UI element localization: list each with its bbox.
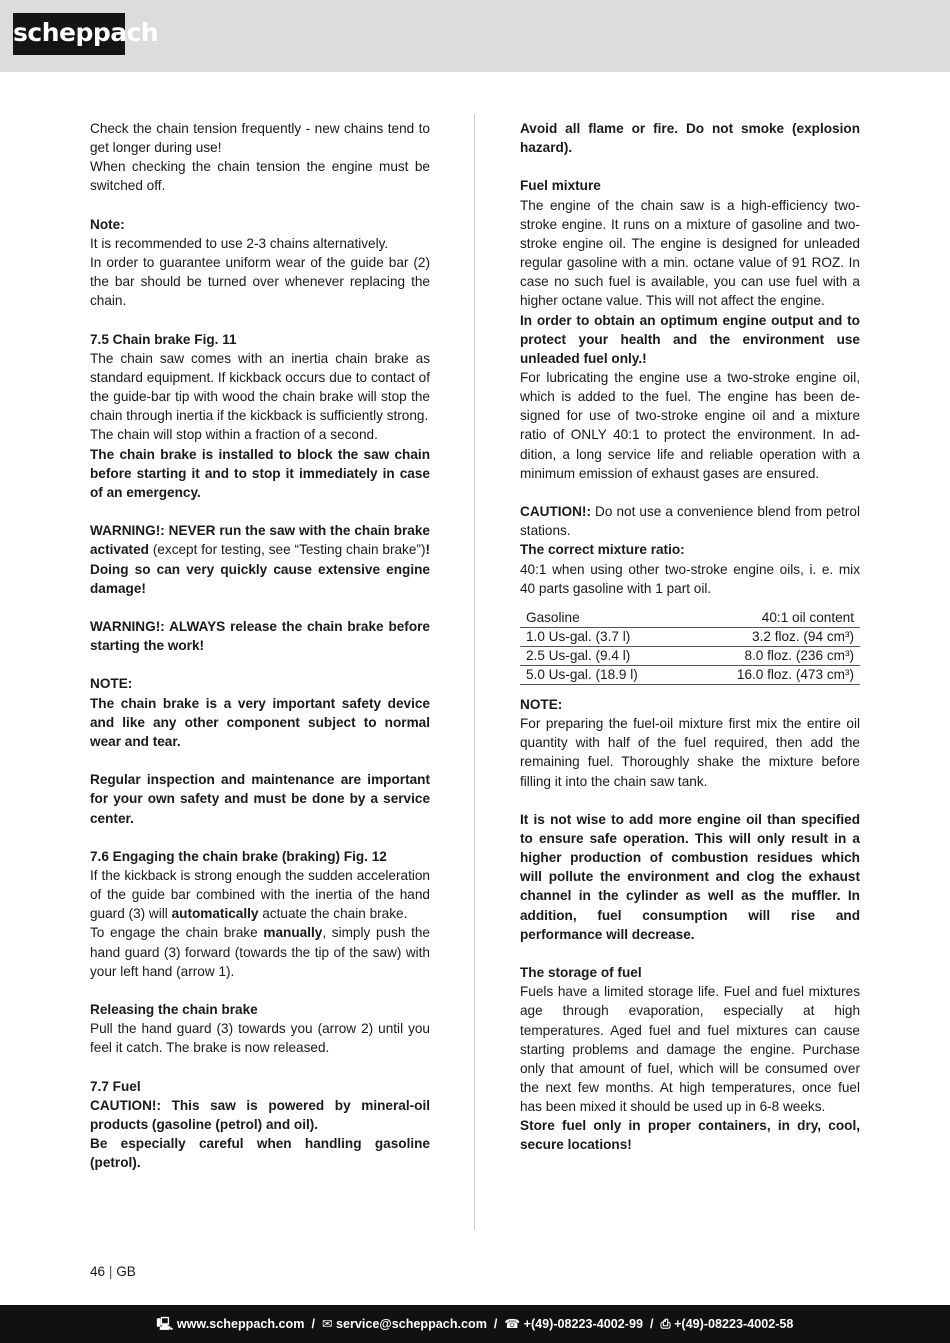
release-heading: Releasing the chain brake (90, 1002, 258, 1018)
caution-text: Do not use a convenience blend from petrol stations. (520, 504, 860, 539)
footer-website[interactable]: www.scheppach.com (176, 1317, 305, 1331)
avoid-flame-text: Avoid all flame or fire. Do not smoke (explosion hazard). (520, 121, 860, 156)
warning-never-run-b: (except for testing, see “Testing chain brake”) (148, 542, 426, 558)
section-7-7-heading: 7.7 Fuel (90, 1078, 141, 1094)
table-header-oil: 40:1 oil content (686, 609, 860, 628)
page-language: GB (116, 1264, 136, 1279)
footer-email[interactable]: service@scheppach.com (336, 1317, 487, 1331)
section-7-6-text-2 (90, 923, 430, 980)
fuel-mixture-heading: Fuel mixture (520, 178, 601, 194)
caution-convenience-blend (520, 502, 860, 540)
chain-tension-engine-off: When checking the chain tension the engine must be switched off. (90, 159, 430, 194)
email-icon: ✉︎ (321, 1317, 333, 1331)
fuel-mix-table (520, 609, 860, 685)
storage-text-2: Store fuel only in proper containers, in dry, cool, secure locations! (520, 1118, 860, 1153)
section-7-6-heading: 7.6 Engaging the chain brake (braking) Fig. 12 (90, 848, 387, 864)
phone-icon: ☎︎ (504, 1317, 521, 1331)
chain-tension-text: Check the chain tension frequently - new chains tend to get longer during use! (90, 121, 430, 156)
table-cell: 8.0 floz. (236 cm³) (686, 646, 860, 665)
table-cell: 3.2 floz. (94 cm³) (686, 627, 860, 646)
table-header-gasoline: Gasoline (520, 609, 686, 628)
warning-never-run-a: WARNING!: NEVER run the saw with the chain brake activated (90, 523, 430, 558)
footer-separator: / (490, 1317, 501, 1331)
section-7-7-text-2: Be especially careful when handling gasoline (petrol). (90, 1136, 430, 1171)
section-7-6-text-2-c: , simply push the hand guard (3) forward (towards the tip of the saw) with your left hand (arrow 1). (90, 925, 430, 979)
section-7-6-text-2-b: manually (263, 925, 323, 941)
storage-heading: The storage of fuel (520, 965, 642, 981)
release-text: Pull the hand guard (3) towards you (arrow 2) until you feel it catch. The brake is now released. (90, 1021, 430, 1056)
ratio-text: 40:1 when using other two-stroke engine oils, i. e. mix 40 parts gasoline with 1 part oil. (520, 561, 860, 596)
note-text-1: It is recommended to use 2-3 chains alternatively. (90, 235, 389, 251)
fuel-mixture-text-2: In order to obtain an optimum engine output and to protect your health and the environment use unleaded fuel only.! (520, 312, 860, 366)
page-header (0, 0, 950, 72)
table-cell: 1.0 Us-gal. (3.7 l) (520, 627, 686, 646)
right-column (520, 119, 860, 1155)
section-7-6-text-1-a: If the kickback is strong enough the sudden acceleration of the guide bar combined with the inertia of the hand guard (3) will (90, 867, 430, 922)
warning-never-run-c: ! Doing so can very quickly cause extensive engine damage! (90, 542, 430, 596)
footer-phone[interactable]: +(49)-08223-4002-99 (523, 1317, 643, 1331)
table-row (520, 627, 860, 646)
section-7-7-text-1: CAUTION!: This saw is powered by mineral-oil products (gasoline (petrol) and oil). (90, 1097, 430, 1132)
footer-separator: / (307, 1317, 319, 1331)
fax-icon: ⎙ (660, 1317, 671, 1331)
footer-fax: +(49)-08223-4002-58 (674, 1317, 794, 1331)
section-7-5-text-2: The chain will stop within a fraction of a second. (90, 427, 378, 443)
note2-text-1: The chain brake is a very important safety device and like any other component subject to normal wear and tear. (90, 695, 430, 749)
table-cell: 5.0 Us-gal. (18.9 l) (520, 665, 686, 684)
table-header-row (520, 609, 860, 628)
ratio-heading: The correct mixture ratio: (520, 542, 685, 558)
section-7-6-text-1 (90, 866, 430, 923)
page-number-value: 46 (90, 1264, 106, 1279)
section-7-6-text-2-a: To engage the chain brake (90, 925, 264, 941)
section-7-6-text-1-b: automatically (171, 906, 259, 922)
table-row (520, 665, 860, 684)
section-7-5-heading: 7.5 Chain brake Fig. 11 (90, 331, 237, 347)
section-7-5-text-3: The chain brake is installed to block the saw chain before starting it and to stop it immediately in case of an emergency. (90, 446, 430, 500)
table-cell: 2.5 Us-gal. (9.4 l) (520, 646, 686, 665)
note3-text: For preparing the fuel-oil mixture first mix the entire oil quantity with half of the fuel required, then add the remaining fuel. Thoroughly shake the mixture before filling it into the chain saw tank. (520, 716, 860, 789)
left-column (90, 119, 430, 1172)
warning-always-release: WARNING!: ALWAYS release the chain brake before starting the work! (90, 619, 430, 654)
column-divider (474, 114, 475, 1230)
warning-never-run (90, 521, 430, 598)
page-footer (0, 1305, 950, 1343)
note-heading: Note: (90, 216, 125, 232)
section-7-6-text-1-c: actuate the chain brake. (258, 906, 408, 922)
table-cell: 16.0 floz. (473 cm³) (686, 665, 860, 684)
page-number: 46 | GB (90, 1264, 136, 1279)
note3-heading: NOTE: (520, 696, 563, 712)
note2-text-2: Regular inspection and maintenance are important for your own safety and must be done by a service center. (90, 772, 430, 826)
fuel-mixture-text-1: The engine of the chain saw is a high-efficiency two-stroke engine. It runs on a mixture of gasoline and two-stroke engine oil. The engine is designed for unleaded regular gasoline with a min. octane value of 91 ROZ. In case no such fuel is available, you can use fuel with a higher octane value. This will not affect the engine. (520, 197, 860, 309)
caution-label: CAUTION!: (520, 504, 591, 520)
footer-separator: / (646, 1317, 657, 1331)
engine-oil-warning: It is not wise to add more engine oil than specified to ensure safe operation. This will only result in a higher production of combustion residues which will pollute the environment and clog the exhaust channel in the cylinder as well as the muffler. In addition, fuel consumption will rise and performance will decrease. (520, 811, 860, 942)
computer-icon: 🖳︎ (156, 1317, 174, 1331)
storage-text-1: Fuels have a limited storage life. Fuel and fuel mixtures age through evaporation, especially at high temperatures. Aged fuel and fuel mixtures can cause starting problems and damage the engine. Purchase only that amount of fuel, which will be consumed over the next few months. At high temperatures, once fuel has been mixed it should be used up in 6-8 weeks. (520, 984, 860, 1115)
fuel-mixture-text-3: For lubricating the engine use a two-stroke engine oil, which is added to the fuel. The engine has been designed for use of two-stroke engine oil and a mixture ratio of ONLY 40:1 to protect the environment. In addition, a long service life and reliable operation with a minimum emission of exhaust gases are ensured. (520, 370, 860, 481)
section-7-5-text-1: The chain saw comes with an inertia chain brake as standard equipment. If kickback occurs due to contact of the guide-bar tip with wood the chain brake will stop the chain through inertia if the kickback is sufficiently strong. (90, 350, 430, 424)
note2-heading: NOTE: (90, 676, 133, 692)
scheppach-logo: scheppach (13, 13, 125, 55)
table-row (520, 646, 860, 665)
note-text-2: In order to guarantee uniform wear of the guide bar (2) the bar should be turned over whenever replacing the chain. (90, 255, 430, 309)
